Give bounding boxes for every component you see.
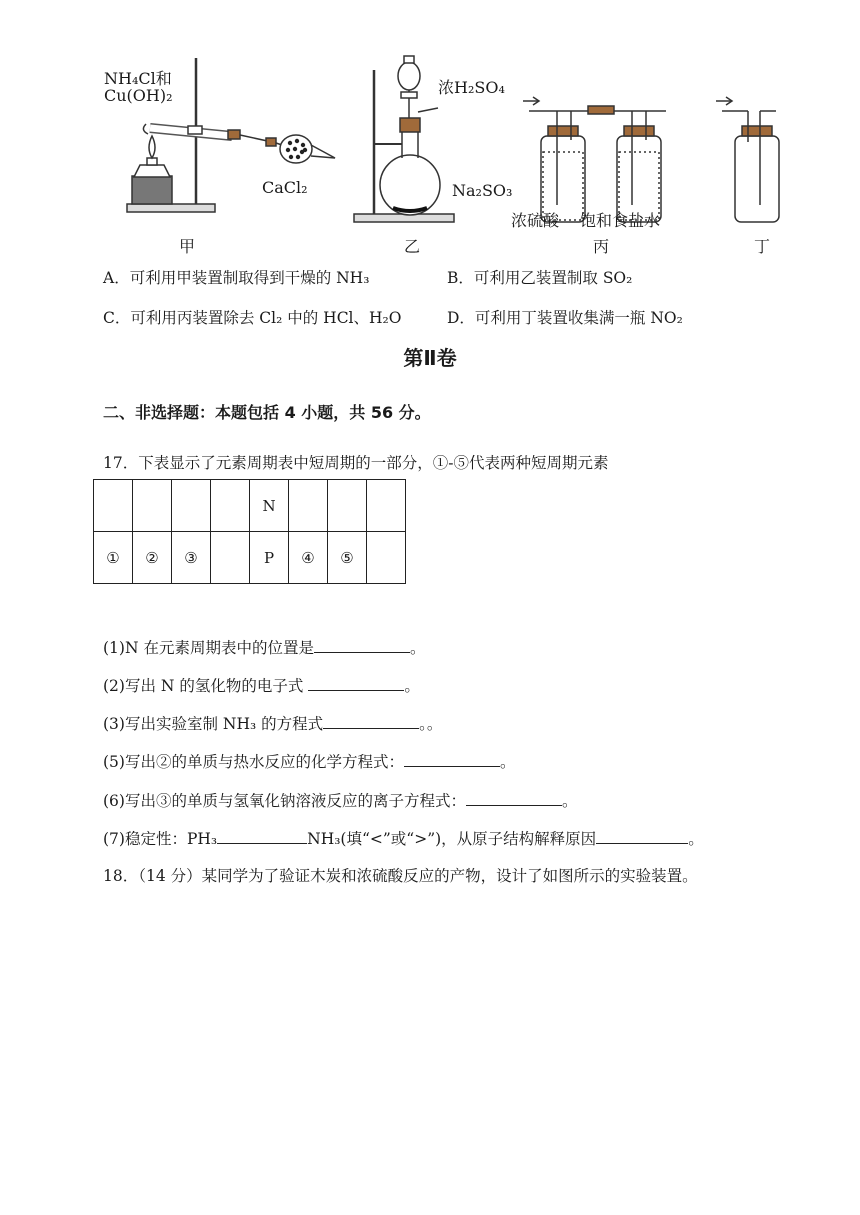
table-row [94, 532, 406, 584]
answer-blank[interactable] [404, 752, 500, 767]
q18-stem: 18．（14 分）某同学为了验证木炭和浓硫酸反应的产物，设计了如图所示的实验装置。 [103, 867, 698, 885]
q17-sub7 [103, 827, 704, 849]
q17-sub3-text: (3)写出实验室制 NH₃ 的方程式 [103, 715, 324, 733]
q17-sub1-end: 。 [409, 639, 426, 657]
table-row [94, 480, 406, 532]
table-cell [367, 480, 406, 532]
answer-blank[interactable] [308, 676, 404, 691]
option-b: B．可利用乙装置制取 SO₂ [447, 269, 633, 287]
table-cell [94, 480, 133, 532]
q17-sub5 [103, 750, 515, 772]
q17-sub2-text: (2)写出 N 的氢化物的电子式 [103, 677, 309, 695]
q17-sub1 [103, 636, 425, 658]
q17-sub3-end: 。。 [419, 715, 443, 733]
q17-sub6-end: 。 [561, 792, 578, 810]
bing-apparatus [523, 97, 666, 222]
jia-reagent-label-1: NH₄Cl和 [104, 69, 172, 88]
table-cell [133, 480, 172, 532]
table-cell: ④ [289, 532, 328, 584]
table-cell: ② [133, 532, 172, 584]
answer-blank[interactable] [466, 791, 562, 806]
table-cell [367, 532, 406, 584]
ding-caption: 丁 [754, 237, 771, 256]
part-heading: 二、非选择题：本题包括 4 小题，共 56 分。 [103, 403, 431, 422]
q17-sub6-text: (6)写出③的单质与氢氧化钠溶液反应的离子方程式： [103, 792, 466, 810]
q17-sub3 [103, 712, 442, 734]
answer-blank[interactable] [217, 829, 307, 844]
periodic-table-fragment [93, 479, 406, 584]
table-cell [211, 532, 250, 584]
option-a: A．可利用甲装置制取得到干燥的 NH₃ [103, 269, 370, 287]
bing-right-label: 饱和食盐水 [580, 211, 661, 230]
q17-sub1-text: (1)N 在元素周期表中的位置是 [103, 639, 314, 657]
q17-stem: 17．下表显示了元素周期表中短周期的一部分，①-⑤代表两种短周期元素 [103, 454, 609, 472]
jia-drying-label: CaCl₂ [262, 178, 308, 197]
table-cell: ③ [172, 532, 211, 584]
q17-sub7-mid: NH₃(填“<”或“>”)，从原子结构解释原因 [307, 830, 597, 848]
table-cell: N [250, 480, 289, 532]
option-c: C．可利用丙装置除去 Cl₂ 中的 HCl、H₂O [103, 309, 402, 327]
answer-blank[interactable] [314, 638, 410, 653]
table-cell: P [250, 532, 289, 584]
q17-sub6 [103, 789, 577, 811]
table-cell: ⑤ [328, 532, 367, 584]
jia-reagent-label-2: Cu(OH)₂ [104, 86, 173, 105]
yi-acid-label: 浓H₂SO₄ [438, 78, 505, 97]
jia-caption: 甲 [179, 237, 196, 256]
bing-caption: 丙 [593, 237, 610, 256]
table-cell [211, 480, 250, 532]
q17-sub2-end: 。 [404, 677, 420, 695]
bing-left-label: 浓硫酸 [511, 211, 560, 230]
table-cell [172, 480, 211, 532]
q17-sub2 [103, 674, 420, 696]
table-cell [328, 480, 367, 532]
answer-blank[interactable] [323, 714, 419, 729]
section-title: 第Ⅱ卷 [403, 346, 457, 370]
ding-apparatus [716, 97, 779, 222]
yi-solid-label: Na₂SO₃ [452, 181, 513, 200]
yi-caption: 乙 [404, 237, 421, 256]
table-cell: ① [94, 532, 133, 584]
q17-sub5-end: 。 [499, 753, 516, 771]
answer-blank[interactable] [596, 829, 688, 844]
table-cell [289, 480, 328, 532]
q17-sub5-text: (5)写出②的单质与热水反应的化学方程式： [103, 753, 404, 771]
q17-sub7-end: 。 [688, 830, 704, 848]
option-d: D．可利用丁装置收集满一瓶 NO₂ [447, 309, 683, 327]
q17-sub7-text: (7)稳定性：PH₃ [103, 830, 218, 848]
apparatus-figure [0, 0, 860, 260]
